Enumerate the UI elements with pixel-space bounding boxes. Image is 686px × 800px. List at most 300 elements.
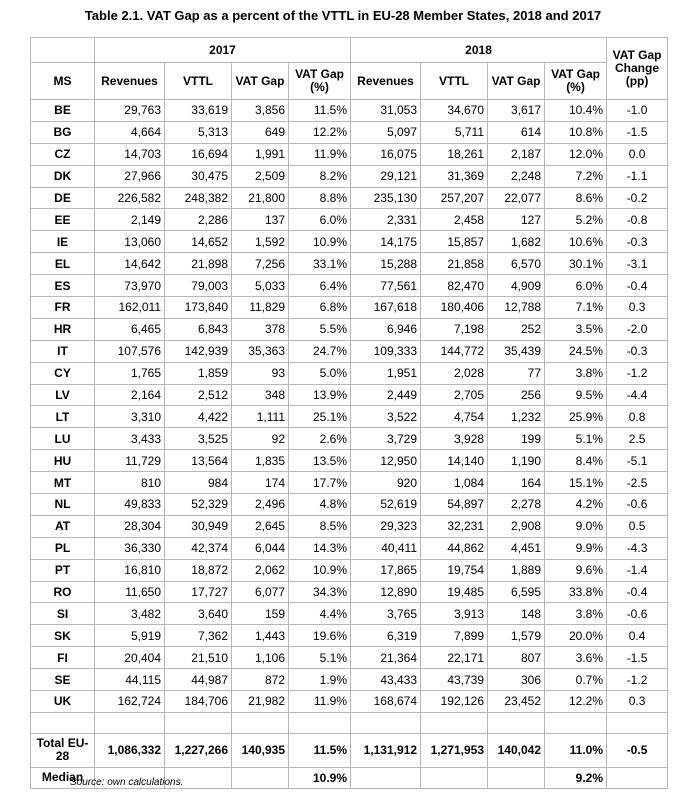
change-header: VAT Gap Change (pp) — [607, 38, 668, 100]
vat-gap-2018-cell: 2,187 — [488, 143, 545, 165]
revenues-2018-cell: 15,288 — [351, 253, 421, 275]
total-vat-gap-pct-2017: 11.5% — [289, 733, 351, 767]
vat-gap-2017-cell: 93 — [232, 362, 289, 384]
vat-gap-pct-2017-cell: 6.8% — [289, 297, 351, 319]
revenues-2018-cell: 2,449 — [351, 384, 421, 406]
vat-gap-pct-2017-header: VAT Gap (%) — [289, 63, 351, 100]
vttl-2017-cell: 184,706 — [165, 691, 232, 713]
revenues-2017-cell: 11,729 — [95, 450, 165, 472]
vttl-2018-cell: 15,857 — [421, 231, 488, 253]
table-row — [31, 581, 668, 603]
revenues-2018-cell: 31,053 — [351, 100, 421, 122]
revenues-2017-cell: 3,433 — [95, 428, 165, 450]
revenues-2017-cell: 2,164 — [95, 384, 165, 406]
ms-cell: BE — [31, 100, 95, 122]
total-change: -0.5 — [607, 733, 668, 767]
ms-cell: LU — [31, 428, 95, 450]
revenues-2017-cell: 29,763 — [95, 100, 165, 122]
vttl-2018-cell: 34,670 — [421, 100, 488, 122]
revenues-2017-cell: 1,765 — [95, 362, 165, 384]
median-cell — [607, 767, 668, 788]
vat-gap-2017-cell: 1,835 — [232, 450, 289, 472]
revenues-2017-cell: 16,810 — [95, 559, 165, 581]
vat-gap-pct-2018-cell: 8.6% — [545, 187, 607, 209]
vat-gap-pct-2018-cell: 3.8% — [545, 603, 607, 625]
vat-gap-pct-2018-cell: 25.9% — [545, 406, 607, 428]
vat-gap-pct-2017-cell: 4.4% — [289, 603, 351, 625]
vat-gap-2018-cell: 22,077 — [488, 187, 545, 209]
vttl-2018-cell: 5,711 — [421, 121, 488, 143]
table-row — [31, 450, 668, 472]
vat-gap-pct-2018-cell: 12.0% — [545, 143, 607, 165]
revenues-2017-cell: 13,060 — [95, 231, 165, 253]
vat-gap-2018-cell: 199 — [488, 428, 545, 450]
vttl-2018-cell: 54,897 — [421, 494, 488, 516]
vat-gap-2018-cell: 12,788 — [488, 297, 545, 319]
revenues-2017-cell: 11,650 — [95, 581, 165, 603]
change-cell: -1.1 — [607, 165, 668, 187]
median-cell — [232, 767, 289, 788]
vat-gap-pct-2018-cell: 5.2% — [545, 209, 607, 231]
vat-gap-2018-cell: 77 — [488, 362, 545, 384]
vttl-2018-cell: 14,140 — [421, 450, 488, 472]
table-row — [31, 143, 668, 165]
year-header-row — [31, 38, 668, 63]
table-row — [31, 231, 668, 253]
ms-cell: EL — [31, 253, 95, 275]
vttl-2017-cell: 3,525 — [165, 428, 232, 450]
ms-cell: SE — [31, 669, 95, 691]
ms-cell: DE — [31, 187, 95, 209]
revenues-2017-cell: 2,149 — [95, 209, 165, 231]
ms-cell: HU — [31, 450, 95, 472]
vat-gap-2017-cell: 21,982 — [232, 691, 289, 713]
vat-gap-pct-2017-cell: 2.6% — [289, 428, 351, 450]
ms-cell: FI — [31, 647, 95, 669]
vttl-2018-cell: 1,084 — [421, 472, 488, 494]
vttl-2017-cell: 248,382 — [165, 187, 232, 209]
vat-gap-2018-cell: 614 — [488, 121, 545, 143]
revenues-2018-cell: 14,175 — [351, 231, 421, 253]
vttl-2018-cell: 21,858 — [421, 253, 488, 275]
change-cell: 0.0 — [607, 143, 668, 165]
table-row — [31, 603, 668, 625]
vttl-2017-cell: 18,872 — [165, 559, 232, 581]
vat-gap-2018-cell: 4,451 — [488, 537, 545, 559]
vttl-2018-cell: 2,458 — [421, 209, 488, 231]
change-cell: -1.5 — [607, 647, 668, 669]
vat-gap-2018-cell: 1,579 — [488, 625, 545, 647]
revenues-2017-cell: 44,115 — [95, 669, 165, 691]
source-note: Source: own calculations. — [70, 777, 184, 788]
vttl-2018-cell: 22,171 — [421, 647, 488, 669]
spacer-row — [31, 712, 668, 733]
revenues-2017-cell: 20,404 — [95, 647, 165, 669]
vttl-2018-cell: 192,126 — [421, 691, 488, 713]
revenues-2018-cell: 920 — [351, 472, 421, 494]
vat-gap-2017-cell: 1,111 — [232, 406, 289, 428]
vat-gap-pct-2018-cell: 10.6% — [545, 231, 607, 253]
vttl-2018-header: VTTL — [421, 63, 488, 100]
vttl-2017-cell: 173,840 — [165, 297, 232, 319]
vat-gap-2017-cell: 1,592 — [232, 231, 289, 253]
table-row — [31, 165, 668, 187]
vat-gap-2018-cell: 4,909 — [488, 275, 545, 297]
vat-gap-2018-cell: 256 — [488, 384, 545, 406]
vttl-2017-cell: 142,939 — [165, 340, 232, 362]
vat-gap-2017-cell: 5,033 — [232, 275, 289, 297]
vat-gap-2017-cell: 649 — [232, 121, 289, 143]
revenues-2018-cell: 29,121 — [351, 165, 421, 187]
revenues-2017-cell: 810 — [95, 472, 165, 494]
table-row — [31, 537, 668, 559]
change-cell: -3.1 — [607, 253, 668, 275]
ms-cell: UK — [31, 691, 95, 713]
vttl-2018-cell: 3,928 — [421, 428, 488, 450]
vat-gap-pct-2017-cell: 11.9% — [289, 691, 351, 713]
median-vat-gap-pct-2017: 10.9% — [289, 767, 351, 788]
ms-cell: NL — [31, 494, 95, 516]
revenues-2018-cell: 12,950 — [351, 450, 421, 472]
vat-gap-2017-cell: 6,077 — [232, 581, 289, 603]
vat-gap-pct-2017-cell: 11.5% — [289, 100, 351, 122]
vat-gap-pct-2018-cell: 6.0% — [545, 275, 607, 297]
table-row — [31, 121, 668, 143]
vttl-2017-cell: 2,512 — [165, 384, 232, 406]
vat-gap-2017-cell: 2,496 — [232, 494, 289, 516]
change-cell: -5.1 — [607, 450, 668, 472]
table-row — [31, 559, 668, 581]
change-cell: -0.8 — [607, 209, 668, 231]
vat-gap-pct-2018-cell: 20.0% — [545, 625, 607, 647]
vttl-2017-cell: 42,374 — [165, 537, 232, 559]
vat-gap-2018-cell: 306 — [488, 669, 545, 691]
vat-gap-2017-cell: 378 — [232, 318, 289, 340]
vttl-2017-cell: 2,286 — [165, 209, 232, 231]
vttl-2017-cell: 16,694 — [165, 143, 232, 165]
vat-gap-2017-cell: 159 — [232, 603, 289, 625]
vat-gap-pct-2018-cell: 3.5% — [545, 318, 607, 340]
vat-gap-2017-cell: 174 — [232, 472, 289, 494]
median-cell — [488, 767, 545, 788]
vttl-2017-cell: 6,843 — [165, 318, 232, 340]
vat-gap-2018-cell: 35,439 — [488, 340, 545, 362]
change-cell: -0.3 — [607, 231, 668, 253]
vat-gap-pct-2017-cell: 17.7% — [289, 472, 351, 494]
vat-gap-pct-2018-cell: 9.0% — [545, 515, 607, 537]
vat-gap-2018-cell: 1,889 — [488, 559, 545, 581]
change-cell: 0.4 — [607, 625, 668, 647]
vat-gap-pct-2017-cell: 4.8% — [289, 494, 351, 516]
vat-gap-2018-cell: 127 — [488, 209, 545, 231]
vttl-2017-cell: 5,313 — [165, 121, 232, 143]
ms-cell: AT — [31, 515, 95, 537]
ms-cell: CY — [31, 362, 95, 384]
revenues-2018-cell: 17,865 — [351, 559, 421, 581]
table-row — [31, 428, 668, 450]
change-cell: -1.4 — [607, 559, 668, 581]
vttl-2018-cell: 2,028 — [421, 362, 488, 384]
ms-cell: LT — [31, 406, 95, 428]
table-row — [31, 297, 668, 319]
revenues-2018-cell: 16,075 — [351, 143, 421, 165]
vat-gap-pct-2017-cell: 24.7% — [289, 340, 351, 362]
vat-gap-2017-cell: 3,856 — [232, 100, 289, 122]
revenues-2018-cell: 3,729 — [351, 428, 421, 450]
revenues-2017-cell: 14,642 — [95, 253, 165, 275]
revenues-2018-cell: 12,890 — [351, 581, 421, 603]
ms-cell: FR — [31, 297, 95, 319]
ms-cell: LV — [31, 384, 95, 406]
vat-gap-pct-2017-cell: 6.0% — [289, 209, 351, 231]
vttl-2018-cell: 2,705 — [421, 384, 488, 406]
table-title: Table 2.1. VAT Gap as a percent of the VTTL in EU-28 Member States, 2018 and 2017 — [84, 8, 602, 23]
vat-gap-2018-cell: 1,190 — [488, 450, 545, 472]
vat-gap-2018-cell: 23,452 — [488, 691, 545, 713]
vat-gap-pct-2017-cell: 11.9% — [289, 143, 351, 165]
vttl-2018-cell: 82,470 — [421, 275, 488, 297]
table-body — [31, 100, 668, 713]
vttl-2017-cell: 13,564 — [165, 450, 232, 472]
vat-gap-2017-cell: 2,062 — [232, 559, 289, 581]
change-cell: 0.3 — [607, 297, 668, 319]
vat-gap-pct-2017-cell: 34.3% — [289, 581, 351, 603]
vttl-2018-cell: 144,772 — [421, 340, 488, 362]
vttl-2018-cell: 7,198 — [421, 318, 488, 340]
vat-gap-2018-cell: 148 — [488, 603, 545, 625]
vat-gap-2017-cell: 35,363 — [232, 340, 289, 362]
revenues-2018-cell: 77,561 — [351, 275, 421, 297]
table-row — [31, 275, 668, 297]
vat-gap-table — [30, 37, 668, 789]
vat-gap-pct-2017-cell: 5.0% — [289, 362, 351, 384]
ms-cell: SI — [31, 603, 95, 625]
total-row — [31, 733, 668, 767]
vat-gap-pct-2018-cell: 24.5% — [545, 340, 607, 362]
vttl-2017-cell: 984 — [165, 472, 232, 494]
vat-gap-2017-cell: 1,443 — [232, 625, 289, 647]
revenues-2018-cell: 40,411 — [351, 537, 421, 559]
total-vttl-2018: 1,271,953 — [421, 733, 488, 767]
ms-cell: PT — [31, 559, 95, 581]
vttl-2018-cell: 43,739 — [421, 669, 488, 691]
vat-gap-pct-2018-cell: 7.2% — [545, 165, 607, 187]
vat-gap-pct-2017-cell: 1.9% — [289, 669, 351, 691]
revenues-2018-header: Revenues — [351, 63, 421, 100]
year-2018-header: 2018 — [351, 38, 607, 63]
revenues-2018-cell: 2,331 — [351, 209, 421, 231]
change-cell: -4.3 — [607, 537, 668, 559]
table-row — [31, 669, 668, 691]
change-cell: -1.2 — [607, 669, 668, 691]
table-row — [31, 362, 668, 384]
ms-cell: CZ — [31, 143, 95, 165]
revenues-2017-cell: 14,703 — [95, 143, 165, 165]
revenues-2017-cell: 6,465 — [95, 318, 165, 340]
table-row — [31, 187, 668, 209]
vttl-2017-cell: 30,949 — [165, 515, 232, 537]
vat-gap-pct-2017-cell: 6.4% — [289, 275, 351, 297]
vat-gap-2017-cell: 1,106 — [232, 647, 289, 669]
change-cell: -0.4 — [607, 581, 668, 603]
vat-gap-2017-cell: 2,645 — [232, 515, 289, 537]
vat-gap-pct-2017-cell: 14.3% — [289, 537, 351, 559]
revenues-2018-cell: 3,765 — [351, 603, 421, 625]
median-vat-gap-pct-2018: 9.2% — [545, 767, 607, 788]
vat-gap-2018-header: VAT Gap — [488, 63, 545, 100]
vttl-2018-cell: 44,862 — [421, 537, 488, 559]
ms-cell: DK — [31, 165, 95, 187]
vat-gap-2018-cell: 164 — [488, 472, 545, 494]
revenues-2017-cell: 49,833 — [95, 494, 165, 516]
vat-gap-2018-cell: 1,682 — [488, 231, 545, 253]
vttl-2018-cell: 19,485 — [421, 581, 488, 603]
column-header-row — [31, 63, 668, 100]
vat-gap-pct-2018-cell: 5.1% — [545, 428, 607, 450]
change-cell: 0.5 — [607, 515, 668, 537]
vttl-2018-cell: 180,406 — [421, 297, 488, 319]
revenues-2018-cell: 43,433 — [351, 669, 421, 691]
vat-gap-pct-2018-cell: 7.1% — [545, 297, 607, 319]
table-row — [31, 691, 668, 713]
vat-gap-2018-cell: 252 — [488, 318, 545, 340]
revenues-2017-cell: 3,482 — [95, 603, 165, 625]
vat-gap-pct-2017-cell: 33.1% — [289, 253, 351, 275]
total-vat-gap-2018: 140,042 — [488, 733, 545, 767]
vttl-2018-cell: 18,261 — [421, 143, 488, 165]
vat-gap-2018-cell: 6,570 — [488, 253, 545, 275]
vat-gap-pct-2018-cell: 4.2% — [545, 494, 607, 516]
table-row — [31, 494, 668, 516]
vat-gap-pct-2018-cell: 30.1% — [545, 253, 607, 275]
revenues-2017-cell: 36,330 — [95, 537, 165, 559]
vat-gap-2017-cell: 6,044 — [232, 537, 289, 559]
revenues-2018-cell: 235,130 — [351, 187, 421, 209]
table-row — [31, 406, 668, 428]
ms-cell: EE — [31, 209, 95, 231]
ms-cell: PL — [31, 537, 95, 559]
vttl-2018-cell: 19,754 — [421, 559, 488, 581]
median-label: Median — [31, 767, 95, 788]
change-cell: -2.0 — [607, 318, 668, 340]
vat-gap-pct-2018-cell: 9.6% — [545, 559, 607, 581]
revenues-2017-cell: 4,664 — [95, 121, 165, 143]
vat-gap-2018-cell: 1,232 — [488, 406, 545, 428]
change-cell: 0.8 — [607, 406, 668, 428]
vat-gap-2018-cell: 2,278 — [488, 494, 545, 516]
vat-gap-2018-cell: 2,908 — [488, 515, 545, 537]
vat-gap-2018-cell: 3,617 — [488, 100, 545, 122]
total-revenues-2017: 1,086,332 — [95, 733, 165, 767]
vttl-2017-cell: 4,422 — [165, 406, 232, 428]
vat-gap-pct-2018-cell: 3.8% — [545, 362, 607, 384]
vat-gap-2017-cell: 92 — [232, 428, 289, 450]
vttl-2018-cell: 3,913 — [421, 603, 488, 625]
revenues-2018-cell: 6,319 — [351, 625, 421, 647]
ms-cell: HR — [31, 318, 95, 340]
change-cell: -0.6 — [607, 603, 668, 625]
revenues-2017-cell: 162,011 — [95, 297, 165, 319]
vat-gap-2017-cell: 872 — [232, 669, 289, 691]
total-revenues-2018: 1,131,912 — [351, 733, 421, 767]
vat-gap-pct-2018-cell: 9.5% — [545, 384, 607, 406]
table-row — [31, 318, 668, 340]
vat-gap-2018-cell: 2,248 — [488, 165, 545, 187]
table-row — [31, 625, 668, 647]
vttl-2017-cell: 7,362 — [165, 625, 232, 647]
vat-gap-pct-2017-cell: 13.5% — [289, 450, 351, 472]
vttl-2017-cell: 79,003 — [165, 275, 232, 297]
change-cell: 2.5 — [607, 428, 668, 450]
revenues-2017-cell: 73,970 — [95, 275, 165, 297]
vttl-2017-cell: 44,987 — [165, 669, 232, 691]
ms-cell: RO — [31, 581, 95, 603]
vat-gap-pct-2017-cell: 8.8% — [289, 187, 351, 209]
vat-gap-pct-2018-cell: 3.6% — [545, 647, 607, 669]
vat-gap-2017-cell: 137 — [232, 209, 289, 231]
revenues-2017-header: Revenues — [95, 63, 165, 100]
revenues-2018-cell: 167,618 — [351, 297, 421, 319]
revenues-2018-cell: 3,522 — [351, 406, 421, 428]
vat-gap-pct-2017-cell: 5.5% — [289, 318, 351, 340]
vat-gap-pct-2018-header: VAT Gap (%) — [545, 63, 607, 100]
revenues-2017-cell: 27,966 — [95, 165, 165, 187]
total-vat-gap-pct-2018: 11.0% — [545, 733, 607, 767]
revenues-2017-cell: 28,304 — [95, 515, 165, 537]
change-cell: -0.4 — [607, 275, 668, 297]
median-cell — [351, 767, 421, 788]
revenues-2017-cell: 3,310 — [95, 406, 165, 428]
table-row — [31, 515, 668, 537]
change-cell: -0.6 — [607, 494, 668, 516]
vat-gap-2018-cell: 6,595 — [488, 581, 545, 603]
change-cell: -1.5 — [607, 121, 668, 143]
vat-gap-pct-2017-cell: 8.2% — [289, 165, 351, 187]
revenues-2018-cell: 29,323 — [351, 515, 421, 537]
vat-gap-pct-2018-cell: 9.9% — [545, 537, 607, 559]
ms-cell: BG — [31, 121, 95, 143]
ms-cell: SK — [31, 625, 95, 647]
total-vttl-2017: 1,227,266 — [165, 733, 232, 767]
vat-gap-pct-2017-cell: 10.9% — [289, 559, 351, 581]
vat-gap-pct-2018-cell: 8.4% — [545, 450, 607, 472]
table-row — [31, 340, 668, 362]
vat-gap-pct-2018-cell: 15.1% — [545, 472, 607, 494]
vttl-2017-cell: 52,329 — [165, 494, 232, 516]
vat-gap-pct-2017-cell: 13.9% — [289, 384, 351, 406]
revenues-2018-cell: 52,619 — [351, 494, 421, 516]
table-row — [31, 100, 668, 122]
change-cell: -4.4 — [607, 384, 668, 406]
vat-gap-2017-cell: 1,991 — [232, 143, 289, 165]
vat-gap-pct-2018-cell: 0.7% — [545, 669, 607, 691]
vttl-2017-cell: 30,475 — [165, 165, 232, 187]
revenues-2018-cell: 21,364 — [351, 647, 421, 669]
vttl-2017-header: VTTL — [165, 63, 232, 100]
vttl-2017-cell: 21,898 — [165, 253, 232, 275]
corner-cell — [31, 38, 95, 63]
vat-gap-pct-2017-cell: 19.6% — [289, 625, 351, 647]
revenues-2017-cell: 107,576 — [95, 340, 165, 362]
ms-cell: IE — [31, 231, 95, 253]
revenues-2018-cell: 1,951 — [351, 362, 421, 384]
vat-gap-2017-cell: 348 — [232, 384, 289, 406]
vttl-2017-cell: 33,619 — [165, 100, 232, 122]
vttl-2018-cell: 31,369 — [421, 165, 488, 187]
vat-gap-2018-cell: 807 — [488, 647, 545, 669]
vat-gap-pct-2017-cell: 8.5% — [289, 515, 351, 537]
vttl-2017-cell: 21,510 — [165, 647, 232, 669]
